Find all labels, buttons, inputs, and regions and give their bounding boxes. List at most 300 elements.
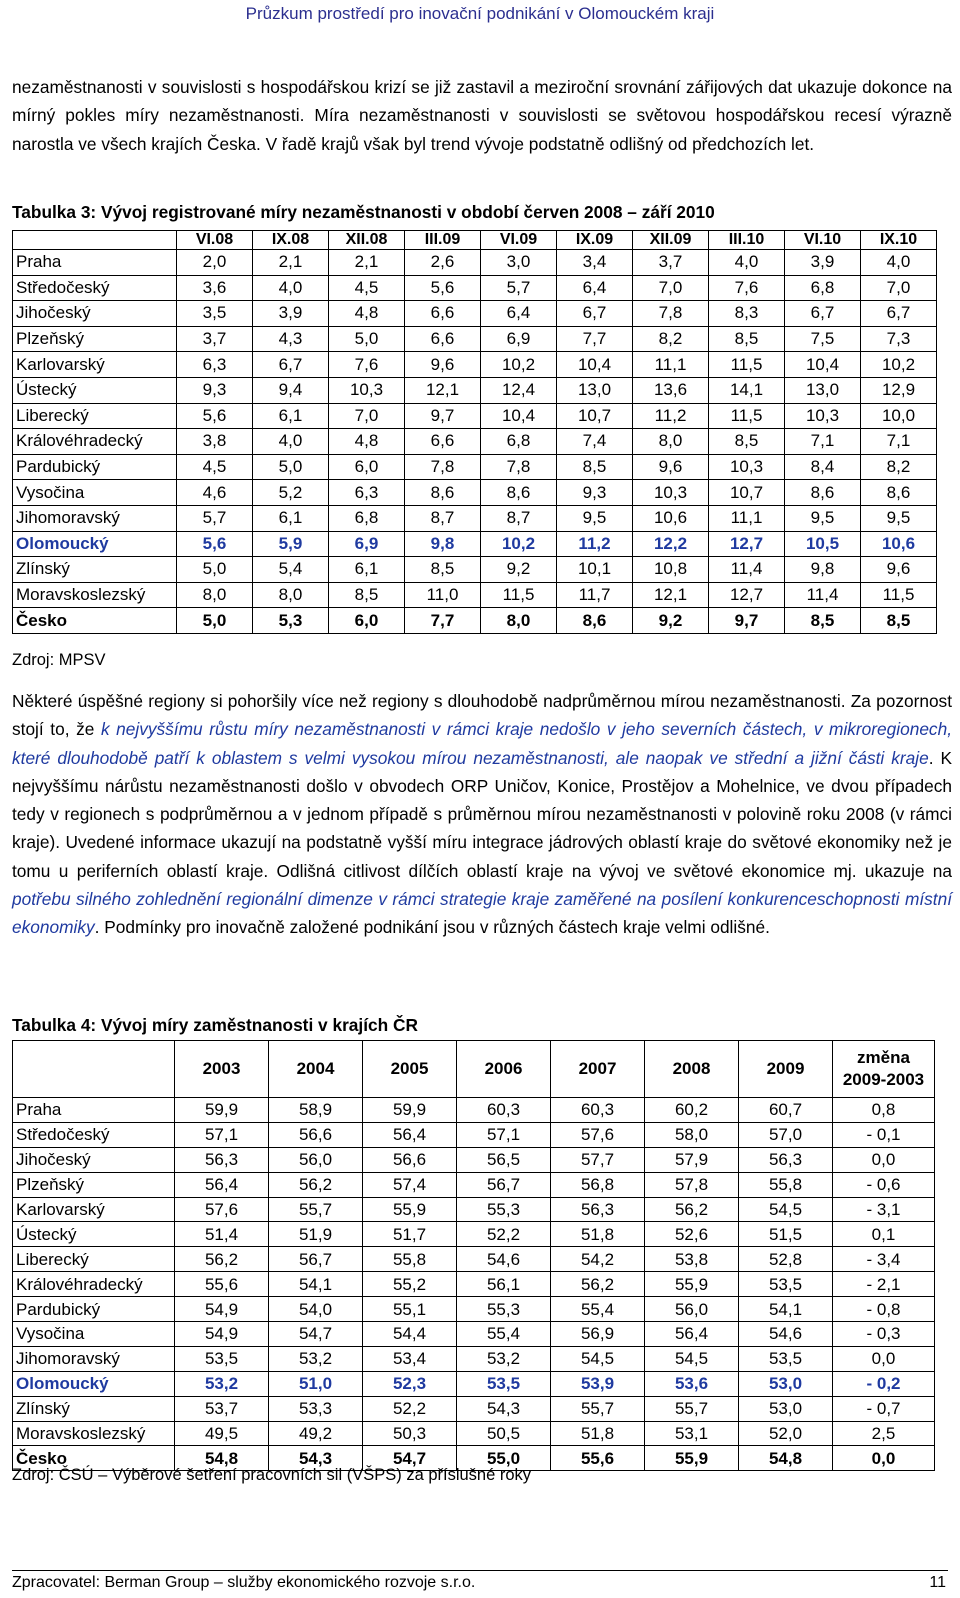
- value-cell: 56,4: [363, 1122, 457, 1147]
- region-name-cell: Ústecký: [13, 377, 177, 403]
- region-name-cell: Vysočina: [13, 480, 177, 506]
- value-cell: 57,6: [551, 1122, 645, 1147]
- table-header-row: [13, 231, 937, 250]
- value-cell: 56,3: [739, 1147, 833, 1172]
- value-cell: 6,3: [177, 352, 253, 378]
- value-cell: 56,3: [551, 1197, 645, 1222]
- table-row: [13, 608, 937, 634]
- region-name-cell: Pardubický: [13, 1297, 175, 1322]
- value-cell: 7,3: [861, 326, 937, 352]
- region-name-cell: Praha: [13, 250, 177, 276]
- value-cell: 10,2: [481, 352, 557, 378]
- value-cell: 55,3: [457, 1197, 551, 1222]
- value-cell: 7,8: [405, 454, 481, 480]
- value-cell: 10,3: [633, 480, 709, 506]
- value-cell: 10,3: [785, 403, 861, 429]
- value-cell: 53,0: [739, 1371, 833, 1396]
- value-cell: 57,1: [457, 1122, 551, 1147]
- value-cell: 53,3: [269, 1396, 363, 1421]
- value-cell: 5,6: [177, 403, 253, 429]
- value-cell: 5,2: [253, 480, 329, 506]
- region-header-cell: [13, 1041, 175, 1098]
- value-cell: 5,6: [177, 531, 253, 557]
- value-cell: 3,7: [633, 250, 709, 276]
- value-cell: 53,9: [551, 1371, 645, 1396]
- value-cell: 8,0: [633, 429, 709, 455]
- value-cell: - 0,1: [833, 1122, 935, 1147]
- value-cell: 54,1: [269, 1272, 363, 1297]
- value-cell: 2,1: [253, 250, 329, 276]
- value-cell: 10,5: [785, 531, 861, 557]
- column-header: XII.09: [633, 231, 709, 250]
- value-cell: 11,2: [633, 403, 709, 429]
- region-name-cell: Ústecký: [13, 1222, 175, 1247]
- value-cell: 6,4: [481, 301, 557, 327]
- value-cell: 54,7: [363, 1446, 457, 1471]
- value-cell: - 0,7: [833, 1396, 935, 1421]
- table-row: [13, 531, 937, 557]
- value-cell: 6,4: [557, 275, 633, 301]
- value-cell: 8,0: [253, 582, 329, 608]
- value-cell: 57,6: [175, 1197, 269, 1222]
- value-cell: 55,9: [363, 1197, 457, 1222]
- value-cell: 12,7: [709, 531, 785, 557]
- column-header: VI.08: [177, 231, 253, 250]
- table-row: [13, 1322, 935, 1347]
- value-cell: 0,0: [833, 1346, 935, 1371]
- value-cell: 8,2: [861, 454, 937, 480]
- region-name-cell: Jihomoravský: [13, 505, 177, 531]
- value-cell: 7,8: [481, 454, 557, 480]
- value-cell: 8,5: [709, 429, 785, 455]
- value-cell: 2,6: [405, 250, 481, 276]
- value-cell: 9,5: [557, 505, 633, 531]
- region-name-cell: Vysočina: [13, 1322, 175, 1347]
- region-name-cell: Karlovarský: [13, 352, 177, 378]
- value-cell: 57,0: [739, 1122, 833, 1147]
- region-name-cell: Plzeňský: [13, 1172, 175, 1197]
- value-cell: 6,7: [557, 301, 633, 327]
- value-cell: 8,6: [785, 480, 861, 506]
- value-cell: 10,3: [329, 377, 405, 403]
- table-row: [13, 1197, 935, 1222]
- value-cell: 7,0: [329, 403, 405, 429]
- value-cell: 7,0: [861, 275, 937, 301]
- value-cell: 10,1: [557, 557, 633, 583]
- value-cell: 0,0: [833, 1147, 935, 1172]
- value-cell: 8,5: [709, 326, 785, 352]
- value-cell: 3,0: [481, 250, 557, 276]
- value-cell: 54,9: [175, 1322, 269, 1347]
- value-cell: 5,0: [177, 608, 253, 634]
- value-cell: 54,9: [175, 1297, 269, 1322]
- value-cell: 6,9: [481, 326, 557, 352]
- page-header: Průzkum prostředí pro inovační podnikání v Olomouckém kraji: [245, 4, 715, 23]
- value-cell: 8,5: [861, 608, 937, 634]
- region-name-cell: Jihočeský: [13, 301, 177, 327]
- value-cell: 7,7: [557, 326, 633, 352]
- value-cell: 51,8: [551, 1222, 645, 1247]
- region-name-cell: Karlovarský: [13, 1197, 175, 1222]
- paragraph-text: . Podmínky pro inovačně založené podnikání jsou v různých částech kraje velmi odlišné.: [94, 917, 770, 938]
- value-cell: 3,9: [785, 250, 861, 276]
- unemployment-table: [12, 230, 937, 634]
- table3-caption: Tabulka 3: Vývoj registrované míry nezaměstnanosti v období červen 2008 – září 2010: [12, 202, 715, 222]
- table-header-row: [13, 1041, 935, 1098]
- value-cell: 10,0: [861, 403, 937, 429]
- value-cell: 53,5: [739, 1346, 833, 1371]
- value-cell: 9,8: [405, 531, 481, 557]
- table-row: [13, 1297, 935, 1322]
- value-cell: 8,5: [785, 608, 861, 634]
- value-cell: 11,4: [785, 582, 861, 608]
- table-row: [13, 1098, 935, 1123]
- value-cell: 13,0: [557, 377, 633, 403]
- value-cell: 7,1: [785, 429, 861, 455]
- value-cell: 9,5: [785, 505, 861, 531]
- value-cell: 8,0: [481, 608, 557, 634]
- table-row: [13, 429, 937, 455]
- value-cell: 51,8: [551, 1421, 645, 1446]
- value-cell: 8,6: [405, 480, 481, 506]
- value-cell: 12,1: [633, 582, 709, 608]
- value-cell: 5,6: [405, 275, 481, 301]
- value-cell: 0,8: [833, 1098, 935, 1123]
- value-cell: 56,3: [175, 1147, 269, 1172]
- column-header: 2008: [645, 1041, 739, 1098]
- value-cell: 55,3: [457, 1297, 551, 1322]
- column-header: 2007: [551, 1041, 645, 1098]
- change-header-line: 2009-2003: [842, 1070, 925, 1089]
- value-cell: 56,4: [175, 1172, 269, 1197]
- value-cell: 53,1: [645, 1421, 739, 1446]
- middle-paragraph: [12, 687, 952, 942]
- region-name-cell: Moravskoslezský: [13, 582, 177, 608]
- value-cell: 51,0: [269, 1371, 363, 1396]
- value-cell: 5,9: [253, 531, 329, 557]
- value-cell: 55,9: [645, 1446, 739, 1471]
- value-cell: 58,9: [269, 1098, 363, 1123]
- value-cell: 57,1: [175, 1122, 269, 1147]
- value-cell: 56,2: [269, 1172, 363, 1197]
- value-cell: 12,2: [633, 531, 709, 557]
- value-cell: 11,4: [709, 557, 785, 583]
- value-cell: 13,0: [785, 377, 861, 403]
- value-cell: 5,0: [329, 326, 405, 352]
- value-cell: 8,5: [329, 582, 405, 608]
- value-cell: 4,8: [329, 301, 405, 327]
- region-name-cell: Královéhradecký: [13, 429, 177, 455]
- region-name-cell: Česko: [13, 608, 177, 634]
- value-cell: 55,0: [457, 1446, 551, 1471]
- value-cell: - 3,1: [833, 1197, 935, 1222]
- value-cell: 9,3: [557, 480, 633, 506]
- table-row: [13, 1396, 935, 1421]
- value-cell: 51,9: [269, 1222, 363, 1247]
- value-cell: 52,0: [739, 1421, 833, 1446]
- value-cell: 54,0: [269, 1297, 363, 1322]
- region-name-cell: Jihomoravský: [13, 1346, 175, 1371]
- value-cell: 50,5: [457, 1421, 551, 1446]
- value-cell: 14,1: [709, 377, 785, 403]
- region-name-cell: Jihočeský: [13, 1147, 175, 1172]
- value-cell: 55,7: [269, 1197, 363, 1222]
- table-row: [13, 1346, 935, 1371]
- column-header: IX.10: [861, 231, 937, 250]
- value-cell: 4,3: [253, 326, 329, 352]
- table-row: [13, 326, 937, 352]
- table3-source: Zdroj: MPSV: [12, 651, 106, 669]
- value-cell: 11,5: [709, 403, 785, 429]
- value-cell: 7,0: [633, 275, 709, 301]
- value-cell: 56,7: [269, 1247, 363, 1272]
- value-cell: 53,6: [645, 1371, 739, 1396]
- value-cell: 51,7: [363, 1222, 457, 1247]
- value-cell: 56,0: [269, 1147, 363, 1172]
- column-header: III.10: [709, 231, 785, 250]
- region-name-cell: Moravskoslezský: [13, 1421, 175, 1446]
- table-row: [13, 1147, 935, 1172]
- value-cell: 11,5: [481, 582, 557, 608]
- value-cell: 49,5: [175, 1421, 269, 1446]
- value-cell: 10,7: [709, 480, 785, 506]
- value-cell: 7,4: [557, 429, 633, 455]
- value-cell: 54,3: [269, 1446, 363, 1471]
- value-cell: 4,5: [329, 275, 405, 301]
- value-cell: 6,6: [405, 326, 481, 352]
- value-cell: 11,1: [709, 505, 785, 531]
- value-cell: 6,7: [785, 301, 861, 327]
- value-cell: 11,5: [861, 582, 937, 608]
- value-cell: 54,8: [175, 1446, 269, 1471]
- value-cell: 8,3: [709, 301, 785, 327]
- value-cell: 56,5: [457, 1147, 551, 1172]
- value-cell: 5,0: [177, 557, 253, 583]
- value-cell: 10,8: [633, 557, 709, 583]
- footer-text: Zpracovatel: Berman Group – služby ekonomického rozvoje s.r.o.: [12, 1574, 476, 1591]
- table4-caption: Tabulka 4: Vývoj míry zaměstnanosti v krajích ČR: [12, 1015, 418, 1035]
- value-cell: 55,6: [175, 1272, 269, 1297]
- table4-source: Zdroj: ČSÚ – Výběrové šetření pracovních sil (VŠPS) za příslušné roky: [12, 1466, 532, 1484]
- value-cell: 6,7: [861, 301, 937, 327]
- value-cell: - 0,3: [833, 1322, 935, 1347]
- value-cell: 3,9: [253, 301, 329, 327]
- value-cell: 9,6: [861, 557, 937, 583]
- value-cell: 54,3: [457, 1396, 551, 1421]
- region-name-cell: Olomoucký: [13, 1371, 175, 1396]
- value-cell: 59,9: [363, 1098, 457, 1123]
- value-cell: 55,7: [551, 1396, 645, 1421]
- value-cell: 8,6: [481, 480, 557, 506]
- paragraph-text: . K nejvyššímu nárůstu nezaměstnanosti došlo v obvodech ORP Uničov, Konice, Prostějov a Mohelnice, ve dvou případech tedy v regionech s podprůměrnou a v jednom případě s průměrnou mírou nezaměstnanosti v polovině roku 2008 (v rámci kraje). Uvedené informace ukazují na podstatně vyšší míru integrace jádrových oblastí kraje do světové ekonomiky než je tomu u periferních oblastí kraje. Odlišná citlivost dílčích oblastí kraje na vývoj ve světové ekonomice mj. ukazuje na: [12, 747, 952, 881]
- value-cell: 11,7: [557, 582, 633, 608]
- column-header: VI.09: [481, 231, 557, 250]
- value-cell: 9,5: [861, 505, 937, 531]
- change-header-line: změna: [857, 1048, 910, 1067]
- value-cell: 6,3: [329, 480, 405, 506]
- value-cell: 11,0: [405, 582, 481, 608]
- value-cell: 53,8: [645, 1247, 739, 1272]
- highlighted-text: potřebu silného zohlednění regionální dimenze v rámci strategie kraje zaměřené na posílení konkurenceschopnosti místní ekonomiky: [12, 889, 952, 938]
- value-cell: 4,0: [253, 275, 329, 301]
- value-cell: 9,8: [785, 557, 861, 583]
- value-cell: 56,2: [551, 1272, 645, 1297]
- value-cell: 6,1: [253, 403, 329, 429]
- table-row: [13, 1421, 935, 1446]
- value-cell: 55,7: [645, 1396, 739, 1421]
- column-header: VI.10: [785, 231, 861, 250]
- value-cell: 12,1: [405, 377, 481, 403]
- value-cell: 12,9: [861, 377, 937, 403]
- region-name-cell: Liberecký: [13, 1247, 175, 1272]
- column-header: 2003: [175, 1041, 269, 1098]
- value-cell: 54,2: [551, 1247, 645, 1272]
- value-cell: 7,7: [405, 608, 481, 634]
- table-row: [13, 1122, 935, 1147]
- table-row: [13, 1371, 935, 1396]
- region-name-cell: Zlínský: [13, 557, 177, 583]
- value-cell: 60,3: [551, 1098, 645, 1123]
- value-cell: 53,5: [175, 1346, 269, 1371]
- value-cell: 11,5: [709, 352, 785, 378]
- value-cell: 8,6: [557, 608, 633, 634]
- value-cell: 57,4: [363, 1172, 457, 1197]
- table-row: [13, 1172, 935, 1197]
- employment-table: [12, 1040, 935, 1471]
- table-row: [13, 1247, 935, 1272]
- value-cell: 54,6: [739, 1322, 833, 1347]
- value-cell: 52,3: [363, 1371, 457, 1396]
- column-header: IX.09: [557, 231, 633, 250]
- region-name-cell: Zlínský: [13, 1396, 175, 1421]
- value-cell: 56,2: [175, 1247, 269, 1272]
- value-cell: 52,2: [363, 1396, 457, 1421]
- value-cell: 58,0: [645, 1122, 739, 1147]
- region-name-cell: Česko: [13, 1446, 175, 1471]
- region-name-cell: Liberecký: [13, 403, 177, 429]
- value-cell: 6,1: [253, 505, 329, 531]
- value-cell: 3,6: [177, 275, 253, 301]
- value-cell: 55,8: [363, 1247, 457, 1272]
- table-row: [13, 1222, 935, 1247]
- value-cell: 4,0: [709, 250, 785, 276]
- value-cell: - 0,2: [833, 1371, 935, 1396]
- table-row: [13, 557, 937, 583]
- change-column-header: [833, 1041, 935, 1098]
- value-cell: 51,5: [739, 1222, 833, 1247]
- value-cell: 6,8: [785, 275, 861, 301]
- value-cell: 9,3: [177, 377, 253, 403]
- value-cell: 8,5: [405, 557, 481, 583]
- value-cell: 6,8: [329, 505, 405, 531]
- value-cell: 56,6: [269, 1122, 363, 1147]
- value-cell: 54,1: [739, 1297, 833, 1322]
- value-cell: 10,6: [633, 505, 709, 531]
- value-cell: 55,2: [363, 1272, 457, 1297]
- column-header: XII.08: [329, 231, 405, 250]
- value-cell: 2,0: [177, 250, 253, 276]
- value-cell: 56,6: [363, 1147, 457, 1172]
- value-cell: 9,2: [633, 608, 709, 634]
- value-cell: 53,2: [457, 1346, 551, 1371]
- value-cell: 0,1: [833, 1222, 935, 1247]
- value-cell: 51,4: [175, 1222, 269, 1247]
- value-cell: 9,2: [481, 557, 557, 583]
- table-row: [13, 480, 937, 506]
- value-cell: 52,2: [457, 1222, 551, 1247]
- value-cell: - 0,8: [833, 1297, 935, 1322]
- table-row: [13, 582, 937, 608]
- value-cell: 5,7: [177, 505, 253, 531]
- value-cell: 3,8: [177, 429, 253, 455]
- value-cell: 53,5: [457, 1371, 551, 1396]
- region-name-cell: Olomoucký: [13, 531, 177, 557]
- column-header: 2009: [739, 1041, 833, 1098]
- value-cell: 2,5: [833, 1421, 935, 1446]
- table-row: [13, 301, 937, 327]
- value-cell: 6,0: [329, 608, 405, 634]
- highlighted-text: k nejvyššímu růstu míry nezaměstnanosti v rámci kraje nedošlo v jeho severních částech, v mikroregionech, které dlouhodobě patří k oblastem s velmi vysokou mírou nezaměstnanosti, ale naopak ve střední a jižní části kraje: [12, 719, 952, 768]
- value-cell: 5,3: [253, 608, 329, 634]
- value-cell: 54,5: [645, 1346, 739, 1371]
- value-cell: 9,6: [405, 352, 481, 378]
- value-cell: 10,3: [709, 454, 785, 480]
- value-cell: 10,4: [481, 403, 557, 429]
- column-header: 2004: [269, 1041, 363, 1098]
- value-cell: 6,6: [405, 429, 481, 455]
- page-number: 11: [929, 1574, 946, 1591]
- value-cell: 10,4: [785, 352, 861, 378]
- value-cell: 53,2: [175, 1371, 269, 1396]
- value-cell: 55,9: [645, 1272, 739, 1297]
- value-cell: 56,2: [645, 1197, 739, 1222]
- value-cell: 8,2: [633, 326, 709, 352]
- value-cell: 56,1: [457, 1272, 551, 1297]
- value-cell: 8,5: [557, 454, 633, 480]
- value-cell: 54,6: [457, 1247, 551, 1272]
- region-name-cell: Královéhradecký: [13, 1272, 175, 1297]
- value-cell: 55,4: [457, 1322, 551, 1347]
- value-cell: 8,6: [861, 480, 937, 506]
- column-header: IX.08: [253, 231, 329, 250]
- value-cell: 7,8: [633, 301, 709, 327]
- value-cell: 49,2: [269, 1421, 363, 1446]
- column-header: III.09: [405, 231, 481, 250]
- value-cell: 6,0: [329, 454, 405, 480]
- value-cell: 52,8: [739, 1247, 833, 1272]
- table-row: [13, 505, 937, 531]
- value-cell: 5,0: [253, 454, 329, 480]
- value-cell: 4,6: [177, 480, 253, 506]
- value-cell: 5,4: [253, 557, 329, 583]
- value-cell: 7,1: [861, 429, 937, 455]
- value-cell: 9,4: [253, 377, 329, 403]
- value-cell: 57,7: [551, 1147, 645, 1172]
- value-cell: - 0,6: [833, 1172, 935, 1197]
- footer-divider: [12, 1570, 948, 1571]
- value-cell: 6,6: [405, 301, 481, 327]
- value-cell: 11,2: [557, 531, 633, 557]
- value-cell: 11,1: [633, 352, 709, 378]
- value-cell: 5,7: [481, 275, 557, 301]
- value-cell: 60,2: [645, 1098, 739, 1123]
- value-cell: 53,0: [739, 1396, 833, 1421]
- table-row: [13, 377, 937, 403]
- value-cell: 2,1: [329, 250, 405, 276]
- table-row: [13, 1272, 935, 1297]
- value-cell: 56,0: [645, 1297, 739, 1322]
- value-cell: 8,7: [481, 505, 557, 531]
